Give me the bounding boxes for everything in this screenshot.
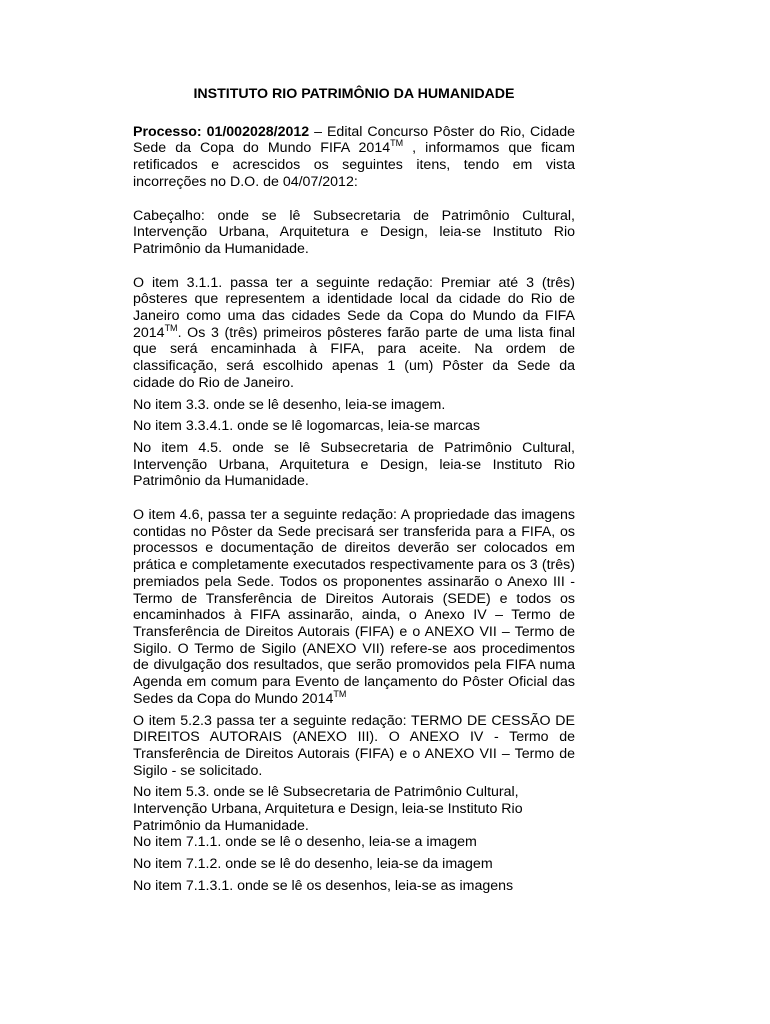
document-title: INSTITUTO RIO PATRIMÔNIO DA HUMANIDADE [193,86,515,102]
item-5-3-line1: No item 5.3. onde se lê Subsecretaria de Patrimônio Cultural, [133,784,519,801]
trademark-mark: TM [333,688,347,699]
cabecalho-paragraph: Cabeçalho: onde se lê Subsecretaria de Patrimônio Cultural, Intervenção Urbana, Arquitetura e Design, leia-se Instituto Rio Patrimônio da Humanidade. [133,207,575,257]
item-4-5-paragraph: No item 4.5. onde se lê Subsecretaria de Patrimônio Cultural, Intervenção Urbana, Arquitetura e Design, leia-se Instituto Rio Patrimônio da Humanidade. [133,439,575,490]
intro-text-a: – Edital Concurso Pôster do Rio, Cidade Sede da Copa do Mundo FIFA 2014 [133,123,575,157]
item-7-1-2-paragraph: No item 7.1.2. onde se lê do desenho, leia-se da imagem [133,856,493,873]
item-5-3-line3: Patrimônio da Humanidade. [133,817,309,834]
item-7-1-1-paragraph: No item 7.1.1. onde se lê o desenho, leia-se a imagem [133,834,477,851]
item-4-6-paragraph [133,507,575,707]
process-number: Processo: 01/002028/2012 [133,123,310,140]
item-7-1-3-1-paragraph: No item 7.1.3.1. onde se lê os desenhos, leia-se as imagens [133,877,514,894]
item-3-3-4-1-paragraph: No item 3.3.4.1. onde se lê logomarcas, leia-se marcas [133,418,480,435]
intro-text-b: , informamos que ficam retificados e acrescidos os seguintes itens, tendo em vista incorreções no D.O. de 04/07/2012: [133,140,575,190]
trademark-mark: TM [390,138,404,149]
item-3-1-1-paragraph [133,275,575,392]
item-5-3-paragraph [133,784,575,834]
document-page [133,86,575,895]
item-4-6-text-a: O item 4.6, passa ter a seguinte redação: A propriedade das imagens contidas no Pôster da Sede precisará ser transferida para a FIFA, os processos e documentação de direitos deverão ser colocados em prática e completamente executados respectivamente para os 3 (três) premiados pela Sede. Todos os proponentes assinarão o Anexo III - Termo de Transferência de Direitos Autorais (SEDE) e todos os encaminhados à FIFA assinarão, ainda, o Anexo IV – Termo de Transferência de Direitos Autorais (FIFA) e o ANEXO VII – Termo de Sigilo. O Termo de Sigilo (ANEXO VII) refere-se aos procedimentos de divulgação dos resultados, que serão promovidos pela FIFA numa Agenda em comum para Evento de lançamento do Pôster Oficial das Sedes da Copa do Mundo 2014 [133,507,575,707]
item-3-1-1-text-b: . Os 3 (três) primeiros pôsteres farão parte de uma lista final que será encaminhada à FIFA, para aceite. Na ordem de classificação, será escolhido apenas 1 (um) Pôster da Sede da cidade do Rio de Janeiro. [133,324,575,391]
trademark-mark: TM [164,322,178,333]
item-5-3-line2: Intervenção Urbana, Arquitetura e Design, leia-se Instituto Rio [133,801,523,818]
item-5-2-3-paragraph: O item 5.2.3 passa ter a seguinte redação: TERMO DE CESSÃO DE DIREITOS AUTORAIS (ANEXO III). O ANEXO IV - Termo de Transferência de Direitos Autorais (FIFA) e o ANEXO VII – Termo de Sigilo - se solicitado. [133,712,575,779]
item-3-3-paragraph: No item 3.3. onde se lê desenho, leia-se imagem. [133,396,446,413]
item-3-1-1-text-a: O item 3.1.1. passa ter a seguinte redação: Premiar até 3 (três) pôsteres que representem a identidade local da cidade do Rio de Janeiro como uma das cidades Sede da Copa do Mundo da FIFA 2014 [133,274,575,341]
intro-paragraph [133,124,575,191]
